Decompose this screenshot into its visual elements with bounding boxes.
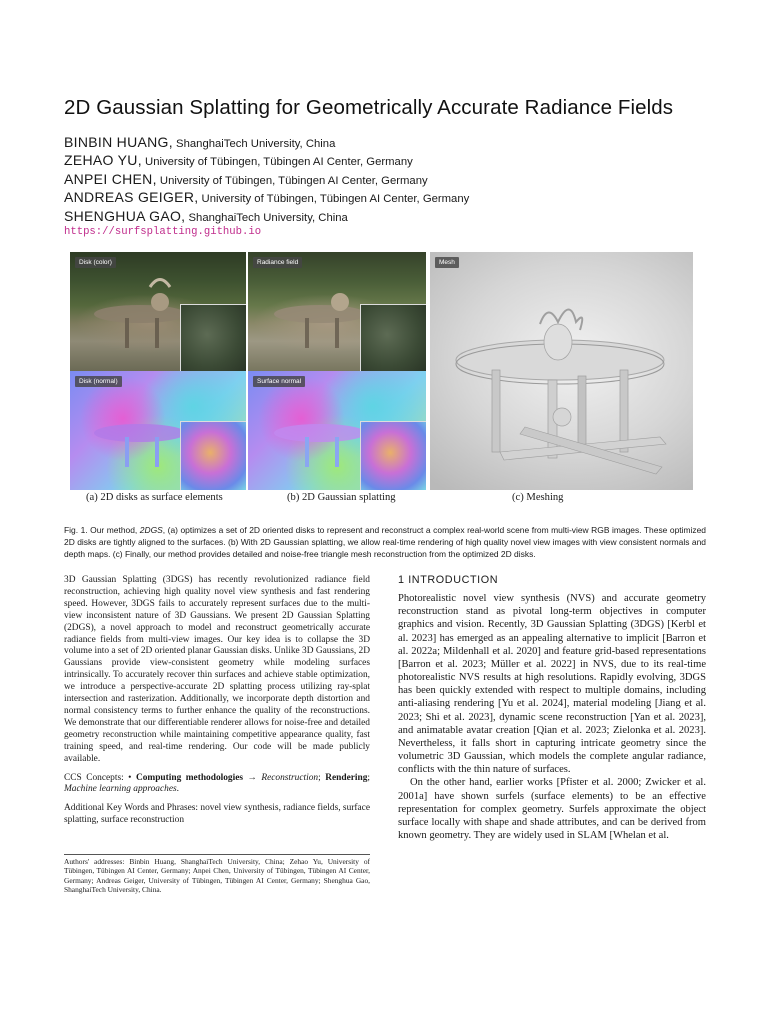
author-list bbox=[64, 133, 724, 225]
keywords: Additional Key Words and Phrases: novel view synthesis, radiance fields, surface splatting, surface reconstruction bbox=[64, 803, 370, 826]
ccs-end: . bbox=[176, 784, 179, 795]
abstract: 3D Gaussian Splatting (3DGS) has recently revolutionized radiance field reconstruction, achieving high quality novel view synthesis and fast rendering speed. However, 3DGS fails to accurately represent surfaces due to the multi-view inconsistent nature of 3D Gaussians. We present 2D Gaussian Splatting (2DGS), a novel approach to model and reconstruct geometrically accurate radiance fields from multi-view images. Our key idea is to collapse the 3D volume into a set of 2D oriented planar Gaussian disks. Unlike 3D Gaussians, 2D Gaussians provide view-consistent geometry while modeling surfaces intrinsically. To accurately recover thin surfaces and achieve stable optimization, we introduce a perspective-accurate 2D splatting process utilizing ray-splat intersection and rasterization. Additionally, we incorporate depth distortion and normal consistency terms to further enhance the quality of the reconstructions. We demonstrate that our differentiable renderer allows for noise-free and detailed geometry reconstruction while maintaining competitive appearance quality, fast training speed, and real-time rendering. Our code will be made publicly available. bbox=[64, 575, 370, 764]
teaser-figure bbox=[70, 252, 693, 490]
figure-caption bbox=[64, 524, 706, 560]
intro-paragraph: Photorealistic novel view synthesis (NVS) and accurate geometry reconstruction stand as pivotal long-term objectives in computer graphics and vision. Recently, 3D Gaussian Splatting (3DGS) [Kerbl et al. 2023] has emerged as an appealing alternative to implicit [Barron et al. 2022a; Mildenhall et al. 2020] and feature grid-based representations [Barron et al. 2023; Müller et al. 2022] in NVS, due to its real-time photorealistic NVS results at high resolutions. Rapidly evolving, 3DGS has been quickly extended with respect to multiple domains, including anti-aliasing rendering [Yu et al. 2024], material modeling [Jiang et al. 2023; Shi et al. 2023], dynamic scene reconstruction [Yan et al. 2023], and animatable avatar creation [Qian et al. 2023; Zielonka et al. 2023]. Nevertheless, it falls short in capturing intricate geometry since the volumetric 3D Gaussian, which models the complete angular radiance, conflicts with the thin nature of surfaces. bbox=[398, 593, 706, 776]
disk-normal-inset bbox=[180, 421, 246, 490]
author-affiliation: University of Tübingen, Tübingen AI Center, Germany bbox=[156, 174, 428, 187]
panel-label: Radiance field bbox=[253, 257, 302, 268]
author-affiliation: University of Tübingen, Tübingen AI Center, Germany bbox=[198, 193, 470, 206]
surface-normal-inset bbox=[360, 421, 426, 490]
disk-color-panel bbox=[70, 252, 246, 371]
intro-paragraph: On the other hand, earlier works [Pfister et al. 2000; Zwicker et al. 2001a] have shown surfels (surface elements) to be an effective representation for complex geometry. Surfels approximate the object surface locally with shape and shade attributes, and can be derived from known geometry. They are widely used in SLAM [Whelan et al. bbox=[398, 777, 706, 841]
author-affiliation: ShanghaiTech University, China bbox=[172, 138, 336, 150]
subcaption-a: (a) 2D disks as surface elements bbox=[86, 492, 223, 503]
author-name: SHENGHUA GAO, bbox=[64, 207, 186, 224]
ccs-sep: ; bbox=[318, 772, 326, 783]
author-name: ZEHAO YU, bbox=[64, 152, 142, 169]
author-name: ANDREAS GEIGER, bbox=[64, 189, 199, 206]
panel-label: Disk (color) bbox=[75, 257, 116, 268]
caption-lead: Fig. 1. Our method, bbox=[64, 525, 140, 535]
disk-normal-panel bbox=[70, 371, 246, 490]
subcaption-b: (b) 2D Gaussian splatting bbox=[287, 492, 396, 503]
disk-color-inset bbox=[180, 304, 246, 371]
ccs-arrow: → bbox=[243, 772, 262, 783]
panel-label: Surface normal bbox=[253, 376, 305, 387]
mesh-panel bbox=[430, 252, 693, 490]
ccs-sep: ; bbox=[367, 772, 371, 783]
mesh-table-illustration bbox=[430, 252, 693, 490]
subcaption-c: (c) Meshing bbox=[512, 492, 564, 503]
left-column bbox=[64, 575, 370, 827]
ccs-prefix: CCS Concepts: • bbox=[64, 772, 136, 783]
author-line bbox=[64, 170, 724, 188]
ccs-term: Reconstruction bbox=[261, 772, 319, 783]
author-line bbox=[64, 151, 724, 169]
ccs-concepts bbox=[64, 773, 370, 797]
radiance-field-inset bbox=[360, 304, 426, 371]
author-addresses-footnote: Authors' addresses: Binbin Huang, ShanghaiTech University, China; Zehao Yu, University of Tübingen, Tübingen AI Center, Germany; Anpei Chen, University of Tübingen, Tübingen AI Center, Germany; Andreas Geiger, University of Tübingen, Tübingen AI Center, Germany; Shenghua Gao, ShanghaiTech University, China. bbox=[64, 854, 370, 894]
author-name: BINBIN HUANG, bbox=[64, 134, 173, 150]
author-line bbox=[64, 207, 724, 225]
author-line bbox=[64, 133, 724, 151]
ccs-term: Machine learning approaches bbox=[64, 784, 177, 795]
author-name: ANPEI CHEN, bbox=[64, 170, 157, 187]
caption-method-name: 2DGS bbox=[139, 525, 163, 535]
author-line bbox=[64, 188, 724, 206]
paper-title: 2D Gaussian Splatting for Geometrically Accurate Radiance Fields bbox=[64, 96, 674, 119]
panel-label: Mesh bbox=[435, 257, 459, 268]
ccs-term: Computing methodologies bbox=[135, 772, 244, 783]
ccs-term: Rendering bbox=[325, 772, 368, 783]
surface-normal-panel bbox=[248, 371, 426, 490]
author-affiliation: ShanghaiTech University, China bbox=[185, 211, 348, 224]
radiance-field-panel bbox=[248, 252, 426, 371]
panel-label: Disk (normal) bbox=[75, 376, 122, 387]
section-heading: 1 INTRODUCTION bbox=[398, 574, 499, 586]
project-url-link[interactable]: https://surfsplatting.github.io bbox=[64, 226, 262, 238]
caption-text: , (a) optimizes a set of 2D oriented disks to represent and reconstruct a complex real-world scene from multi-view RGB images. These optimized 2D disks are tightly aligned to the surfaces. (b) With 2D Gaussian splatting, we allow real-time rendering of high quality novel view images with view consistent normals and depth maps. (c) Finally, our method provides detailed and noise-free triangle mesh reconstruction from the optimized 2D disks. bbox=[64, 525, 706, 559]
author-affiliation: University of Tübingen, Tübingen AI Center, Germany bbox=[141, 156, 413, 169]
right-column bbox=[398, 574, 706, 842]
